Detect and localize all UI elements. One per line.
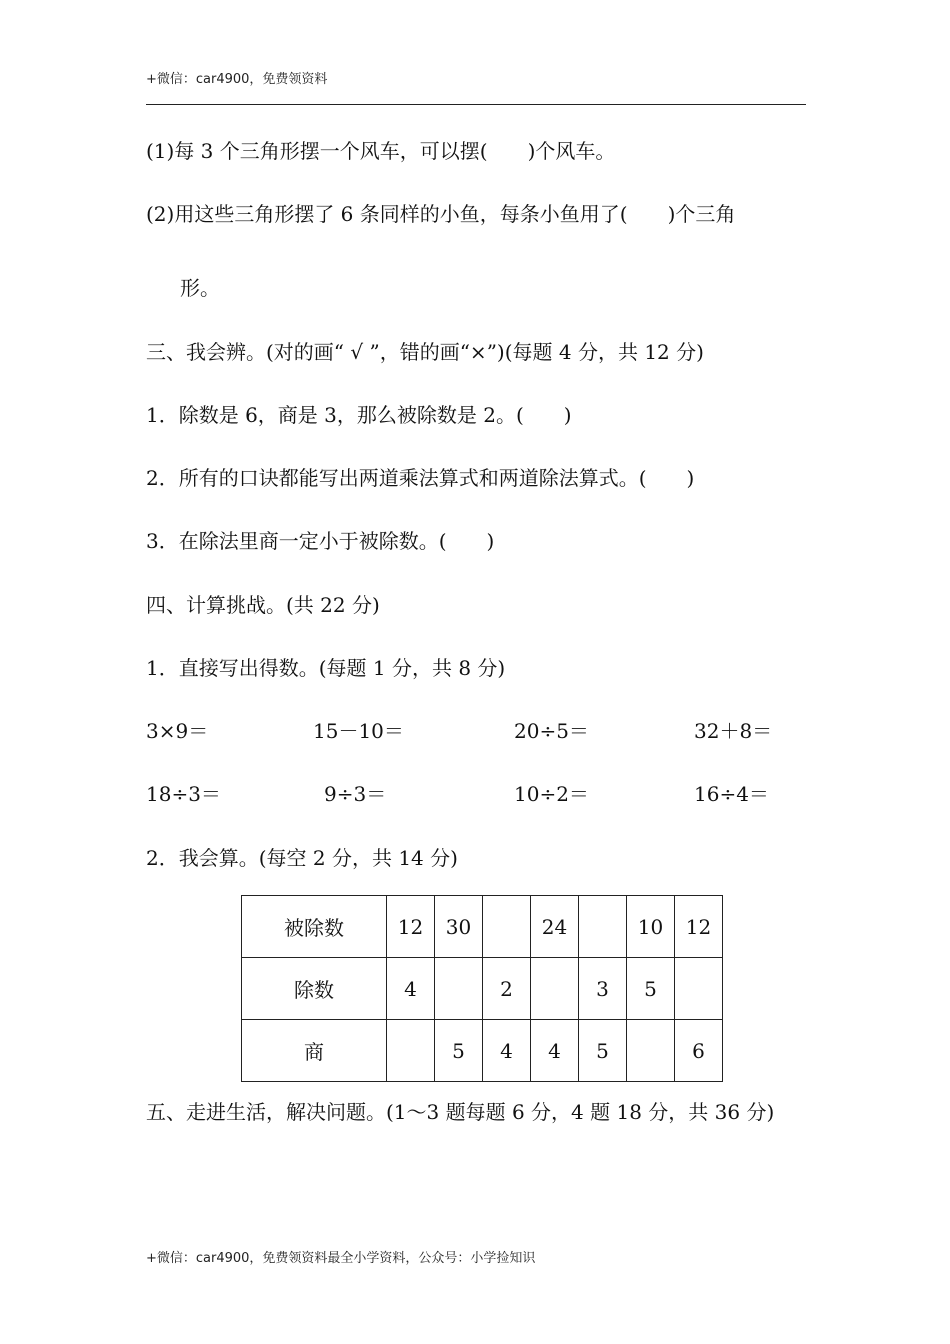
table-cell: 4: [531, 1020, 579, 1082]
row-label-dividend: 被除数: [242, 896, 387, 958]
section-3-heading: 三、我会辨。(对的画“ √ ”，错的画“×”)(每题 4 分，共 12 分): [146, 340, 704, 364]
table-cell: 5: [435, 1020, 483, 1082]
calc-problem: 15－10＝: [313, 719, 404, 743]
calc-problem: 20÷5＝: [514, 719, 589, 743]
row-label-divisor: 除数: [242, 958, 387, 1020]
calc-problem: 32＋8＝: [694, 719, 773, 743]
header-rule: [146, 104, 806, 105]
section-4-item-1: 1．直接写出得数。(每题 1 分，共 8 分): [146, 656, 506, 680]
section-3-item-1: 1．除数是 6，商是 3，那么被除数是 2。( ): [146, 403, 572, 427]
section-4-heading: 四、计算挑战。(共 22 分): [146, 593, 380, 617]
page-footer: +微信：car4900，免费领资料最全小学资料，公众号：小学捡知识: [146, 1251, 536, 1266]
row-label-quotient: 商: [242, 1020, 387, 1082]
section-4-item-2: 2．我会算。(每空 2 分，共 14 分): [146, 846, 458, 870]
question-2: (2)用这些三角形摆了 6 条同样的小鱼，每条小鱼用了( )个三角: [146, 202, 736, 226]
table-cell: 12: [387, 896, 435, 958]
table-cell: 6: [675, 1020, 723, 1082]
question-1: (1)每 3 个三角形摆一个风车，可以摆( )个风车。: [146, 139, 616, 163]
calc-problem: 18÷3＝: [146, 782, 221, 806]
table-cell: 4: [387, 958, 435, 1020]
table-cell: [387, 1020, 435, 1082]
table-row: [242, 1020, 723, 1082]
table-row: [242, 958, 723, 1020]
section-3-item-2: 2．所有的口诀都能写出两道乘法算式和两道除法算式。( ): [146, 466, 695, 490]
table-cell: 5: [627, 958, 675, 1020]
table-cell: 24: [531, 896, 579, 958]
table-row: [242, 896, 723, 958]
table-cell: 30: [435, 896, 483, 958]
table-cell: [675, 958, 723, 1020]
table-cell: 10: [627, 896, 675, 958]
table-cell: 5: [579, 1020, 627, 1082]
page-header: +微信：car4900，免费领资料: [146, 72, 328, 87]
table-cell: [531, 958, 579, 1020]
section-5-heading: 五、走进生活，解决问题。(1～3 题每题 6 分，4 题 18 分，共 36 分): [146, 1100, 775, 1124]
table-cell: 3: [579, 958, 627, 1020]
table-cell: 2: [483, 958, 531, 1020]
section-3-item-3: 3．在除法里商一定小于被除数。( ): [146, 529, 495, 553]
table-cell: 12: [675, 896, 723, 958]
division-table: [241, 895, 723, 1082]
table-cell: 4: [483, 1020, 531, 1082]
calc-problem: 3×9＝: [146, 719, 209, 743]
calc-problem: 10÷2＝: [514, 782, 589, 806]
table-cell: [579, 896, 627, 958]
table-cell: [627, 1020, 675, 1082]
table-cell: [435, 958, 483, 1020]
question-2-continued: 形。: [180, 276, 220, 300]
table-cell: [483, 896, 531, 958]
calc-problem: 16÷4＝: [694, 782, 769, 806]
calc-problem: 9÷3＝: [324, 782, 387, 806]
